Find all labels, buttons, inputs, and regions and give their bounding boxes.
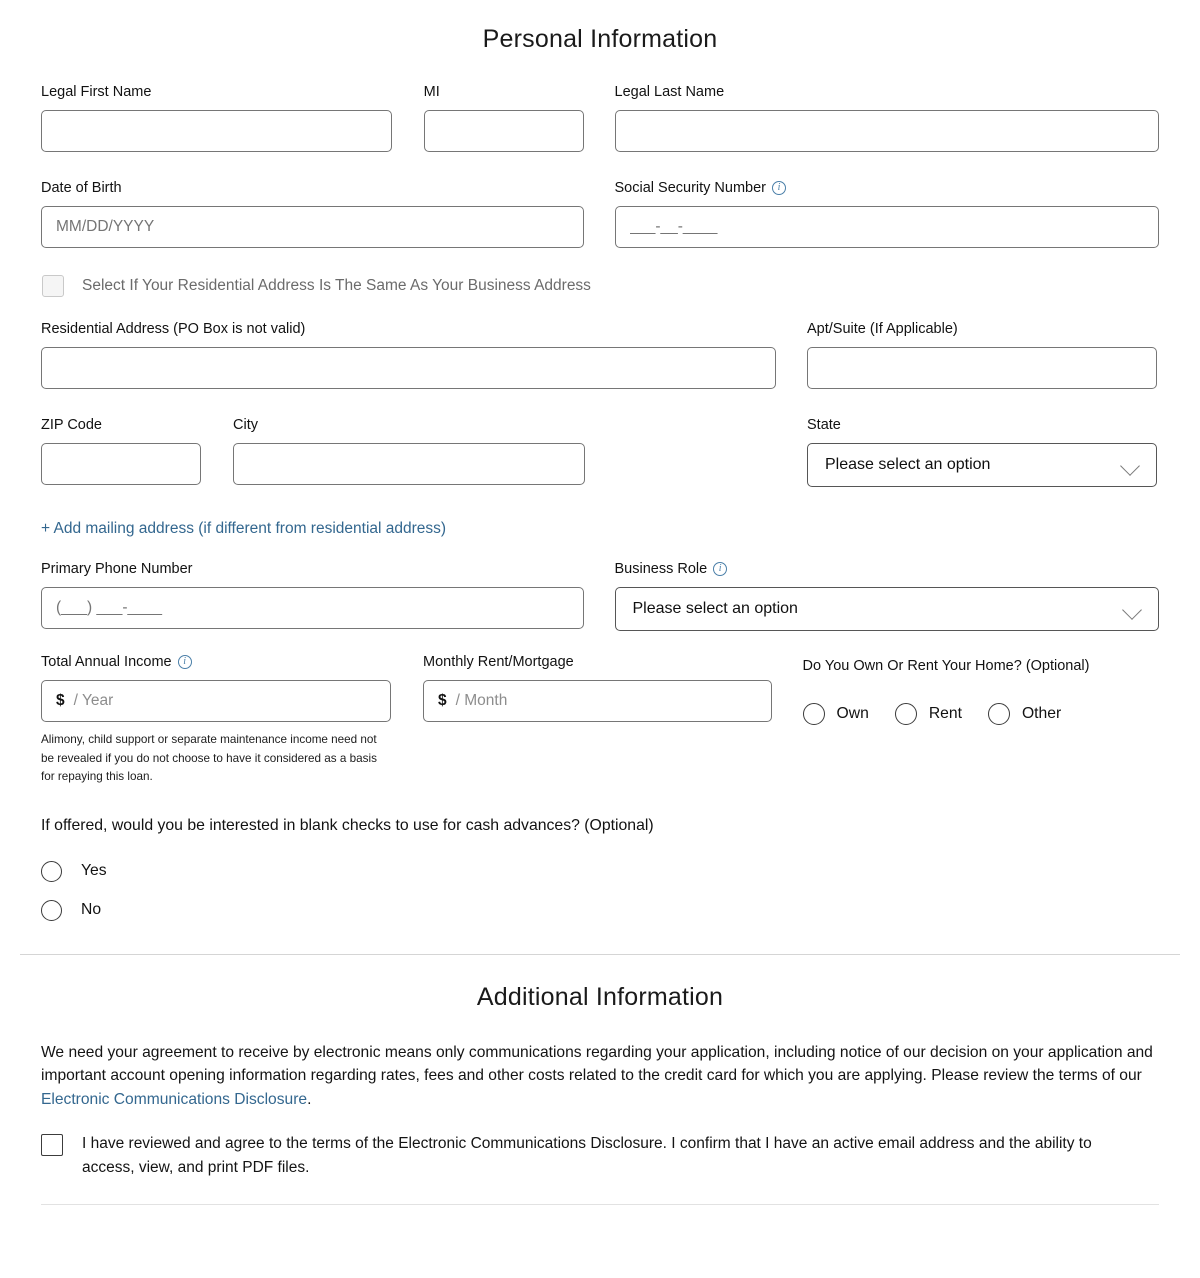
apt-suite-label: Apt/Suite (If Applicable) bbox=[807, 321, 958, 337]
own-rent-label: Do You Own Or Rent Your Home? (Optional) bbox=[802, 658, 1090, 674]
radio-own-label: Own bbox=[836, 705, 869, 722]
agreement-checkbox[interactable] bbox=[41, 1134, 63, 1156]
last-name-input[interactable] bbox=[615, 110, 1159, 152]
personal-information-heading: Personal Information bbox=[482, 25, 718, 53]
paragraph-part-1: We need your agreement to receive by electronic means only communications regarding your application, including notice of our decision on your application and important account opening information regarding rates, fees and other costs related to the credit card for which you are applying. Please review the terms of our bbox=[41, 1043, 1153, 1084]
business-role-label bbox=[615, 560, 1160, 578]
last-name-field bbox=[615, 83, 1159, 152]
primary-phone-input[interactable] bbox=[41, 587, 584, 629]
blank-checks-option-yes[interactable] bbox=[41, 861, 1159, 882]
info-icon[interactable]: i bbox=[772, 181, 786, 195]
dollar-sign-icon: $ bbox=[56, 692, 65, 709]
blank-checks-group bbox=[41, 817, 1159, 921]
business-role-select-value: Please select an option bbox=[632, 600, 798, 617]
radio-yes-label: Yes bbox=[81, 862, 107, 879]
ssn-input[interactable] bbox=[615, 206, 1160, 248]
annual-income-input[interactable] bbox=[41, 680, 391, 722]
address-row bbox=[41, 320, 1159, 389]
same-address-label: Select If Your Residential Address Is The Same As Your Business Address bbox=[82, 277, 591, 294]
monthly-rent-input[interactable] bbox=[423, 680, 772, 722]
business-role-label-text: Business Role bbox=[614, 561, 708, 577]
radio-yes[interactable] bbox=[41, 861, 62, 882]
state-select[interactable] bbox=[807, 443, 1157, 487]
first-name-input[interactable] bbox=[41, 110, 392, 152]
zip-code-label: ZIP Code bbox=[41, 417, 102, 433]
state-label: State bbox=[807, 417, 841, 433]
zip-code-input[interactable] bbox=[41, 443, 201, 485]
monthly-rent-placeholder: / Month bbox=[455, 692, 508, 709]
personal-information-section bbox=[0, 83, 1200, 921]
apt-suite-input[interactable] bbox=[807, 347, 1157, 389]
own-rent-option-other[interactable] bbox=[988, 703, 1061, 725]
info-icon[interactable]: i bbox=[713, 562, 727, 576]
electronic-communications-disclosure-link[interactable]: Electronic Communications Disclosure bbox=[41, 1090, 308, 1108]
dollar-sign-icon: $ bbox=[438, 692, 447, 709]
income-disclaimer-text: Alimony, child support or separate maintenance income need not be revealed if you do not choose to have it considered as a basis for repaying this loan. bbox=[41, 733, 377, 783]
agreement-label: I have reviewed and agree to the terms of the Electronic Communications Disclosure. I confirm that I have an active email address and the ability to access, view, and print PDF files. bbox=[82, 1135, 1092, 1176]
add-mailing-address-link[interactable]: + Add mailing address (if different from residential address) bbox=[41, 520, 447, 537]
date-of-birth-input[interactable] bbox=[41, 206, 584, 248]
radio-no[interactable] bbox=[41, 900, 62, 921]
middle-initial-input[interactable] bbox=[424, 110, 584, 152]
own-rent-group bbox=[803, 653, 1159, 725]
monthly-rent-label: Monthly Rent/Mortgage bbox=[423, 654, 574, 670]
zip-code-field bbox=[41, 416, 201, 485]
own-rent-option-own[interactable] bbox=[803, 703, 869, 725]
radio-other[interactable] bbox=[988, 703, 1010, 725]
annual-income-label-text: Total Annual Income bbox=[41, 654, 172, 670]
agreement-row bbox=[41, 1132, 1159, 1180]
paragraph-part-2: . bbox=[307, 1090, 312, 1108]
city-input[interactable] bbox=[233, 443, 585, 485]
info-icon[interactable]: i bbox=[178, 655, 192, 669]
own-rent-option-rent[interactable] bbox=[895, 703, 962, 725]
ssn-label-text: Social Security Number bbox=[614, 180, 766, 196]
state-select-value: Please select an option bbox=[825, 456, 991, 473]
residential-address-field bbox=[41, 320, 776, 389]
annual-income-label bbox=[41, 653, 391, 671]
bottom-divider bbox=[41, 1204, 1159, 1205]
electronic-communications-paragraph bbox=[41, 1041, 1159, 1112]
middle-initial-label: MI bbox=[423, 84, 440, 100]
blank-checks-option-no[interactable] bbox=[41, 900, 1159, 921]
income-housing-row bbox=[41, 653, 1159, 787]
date-of-birth-label: Date of Birth bbox=[41, 180, 122, 196]
primary-phone-label: Primary Phone Number bbox=[41, 561, 193, 577]
first-name-field bbox=[41, 83, 392, 152]
radio-rent[interactable] bbox=[895, 703, 917, 725]
additional-information-heading: Additional Information bbox=[476, 982, 724, 1011]
annual-income-placeholder: / Year bbox=[73, 692, 114, 709]
chevron-down-icon bbox=[1121, 456, 1140, 475]
name-row bbox=[41, 83, 1159, 152]
radio-own[interactable] bbox=[803, 703, 825, 725]
radio-other-label: Other bbox=[1021, 705, 1062, 722]
city-field bbox=[233, 416, 585, 485]
chevron-down-icon bbox=[1123, 600, 1142, 619]
additional-information-section bbox=[0, 1041, 1200, 1206]
annual-income-field bbox=[41, 653, 391, 787]
last-name-label: Legal Last Name bbox=[614, 84, 725, 100]
zip-city-state-row bbox=[41, 416, 1159, 487]
same-address-row bbox=[41, 275, 1159, 297]
first-name-label: Legal First Name bbox=[41, 84, 152, 100]
residential-address-label: Residential Address (PO Box is not valid) bbox=[41, 321, 306, 337]
ssn-label bbox=[615, 179, 1160, 197]
monthly-rent-field bbox=[423, 653, 772, 722]
residential-address-input[interactable] bbox=[41, 347, 776, 389]
ssn-field bbox=[615, 179, 1160, 248]
business-role-field bbox=[615, 560, 1160, 631]
primary-phone-field bbox=[41, 560, 584, 629]
dob-ssn-row bbox=[41, 179, 1159, 248]
radio-rent-label: Rent bbox=[928, 705, 962, 722]
radio-no-label: No bbox=[81, 901, 102, 918]
apt-suite-field bbox=[807, 320, 1157, 389]
state-field bbox=[807, 416, 1157, 487]
middle-initial-field bbox=[424, 83, 584, 152]
blank-checks-question: If offered, would you be interested in blank checks to use for cash advances? (Optional) bbox=[41, 816, 654, 834]
business-role-select[interactable] bbox=[615, 587, 1160, 631]
date-of-birth-field bbox=[41, 179, 584, 248]
own-rent-options bbox=[803, 703, 1159, 725]
add-mailing-address-row bbox=[41, 520, 1159, 538]
same-address-checkbox bbox=[42, 275, 64, 297]
phone-role-row bbox=[41, 560, 1159, 631]
city-label: City bbox=[233, 417, 258, 433]
